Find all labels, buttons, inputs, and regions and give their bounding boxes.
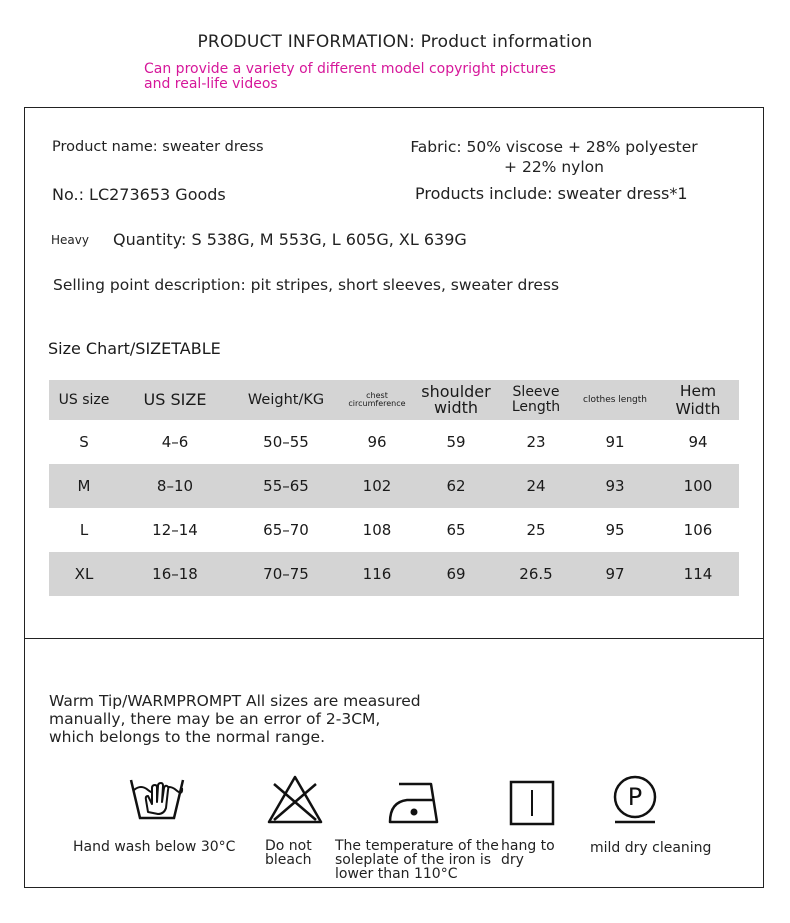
product-includes: Products include: sweater dress*1 — [415, 184, 688, 203]
table-cell: 23 — [526, 433, 546, 451]
dry-clean-symbol: P — [627, 783, 643, 811]
product-name: Product name: sweater dress — [52, 139, 264, 155]
table-cell: 65–70 — [263, 521, 309, 539]
table-cell: 69 — [413, 552, 499, 596]
table-cell: XL — [49, 552, 119, 596]
table-cell: 25 — [526, 521, 546, 539]
table-cell: 65 — [446, 521, 466, 539]
table-cell: 93 — [573, 464, 657, 508]
table-cell: 8–10 — [119, 464, 231, 508]
table-cell: 26.5 — [499, 552, 573, 596]
table-header-row — [49, 380, 739, 420]
table-cell: 106 — [683, 521, 713, 539]
table-cell: 96 — [367, 433, 387, 451]
table-cell: 108 — [362, 521, 392, 539]
table-cell: M — [49, 464, 119, 508]
table-cell: 102 — [341, 464, 413, 508]
size-chart-title: Size Chart/SIZETABLE — [48, 339, 221, 358]
iron-label: The temperature of the soleplate of the iron is lower than 110°C — [335, 838, 499, 882]
header-sleeve: Sleeve Length — [499, 380, 573, 420]
weight-quantity: Quantity: S 538G, M 553G, L 605G, XL 639G — [113, 230, 467, 249]
selling-point: Selling point description: pit stripes, short sleeves, sweater dress — [53, 276, 560, 294]
header-us-size: US size — [49, 380, 119, 420]
size-table — [49, 380, 739, 596]
table-cell: 95 — [605, 521, 625, 539]
table-cell: 16–18 — [119, 552, 231, 596]
table-row — [49, 420, 739, 464]
table-cell: 24 — [499, 464, 573, 508]
header-us-size-range: US SIZE — [119, 380, 231, 420]
table-cell: 94 — [688, 433, 708, 451]
hand-wash-label: Hand wash below 30°C — [73, 839, 236, 855]
table-cell: 4–6 — [161, 433, 189, 451]
header-chest: chest circumference — [341, 380, 413, 420]
no-bleach-label: Do not bleach — [265, 838, 312, 868]
header-shoulder: shoulder width — [413, 380, 499, 420]
product-number: No.: LC273653 Goods — [52, 185, 226, 204]
fabric-composition: Fabric: 50% viscose + 28% polyester + 22% nylon — [410, 138, 698, 176]
page-title: PRODUCT INFORMATION: Product information — [197, 32, 593, 52]
warm-tip: Warm Tip/WARMPROMPT All sizes are measured manually, there may be an error of 2-3CM, which belongs to the normal range. — [49, 692, 421, 746]
table-row — [49, 464, 739, 508]
table-cell: 100 — [657, 464, 739, 508]
dry-clean-label: mild dry cleaning — [590, 840, 712, 856]
hand-wash-icon — [128, 774, 186, 826]
table-cell: 116 — [341, 552, 413, 596]
header-clothes-length: clothes length — [573, 380, 657, 420]
hang-dry-label: hang to dry — [501, 838, 555, 868]
table-cell: 50–55 — [263, 433, 309, 451]
table-row — [49, 552, 739, 596]
table-cell: 12–14 — [152, 521, 198, 539]
hang-dry-icon — [509, 780, 555, 826]
heavy-label: Heavy — [51, 233, 89, 247]
table-cell: L — [79, 521, 89, 539]
promo-note: Can provide a variety of different model copyright pictures and real-life videos — [144, 61, 556, 92]
header-weight: Weight/KG — [231, 380, 341, 420]
table-cell: 55–65 — [231, 464, 341, 508]
table-row — [49, 508, 739, 552]
table-cell: 91 — [605, 433, 625, 451]
table-cell: 97 — [573, 552, 657, 596]
iron-icon — [387, 780, 443, 826]
header-hem: Hem Width — [657, 380, 739, 420]
table-cell: S — [79, 433, 89, 451]
no-bleach-icon — [266, 774, 324, 826]
table-cell: 114 — [657, 552, 739, 596]
dry-clean-icon — [612, 774, 658, 824]
table-cell: 59 — [446, 433, 466, 451]
table-cell: 62 — [413, 464, 499, 508]
table-cell: 70–75 — [231, 552, 341, 596]
